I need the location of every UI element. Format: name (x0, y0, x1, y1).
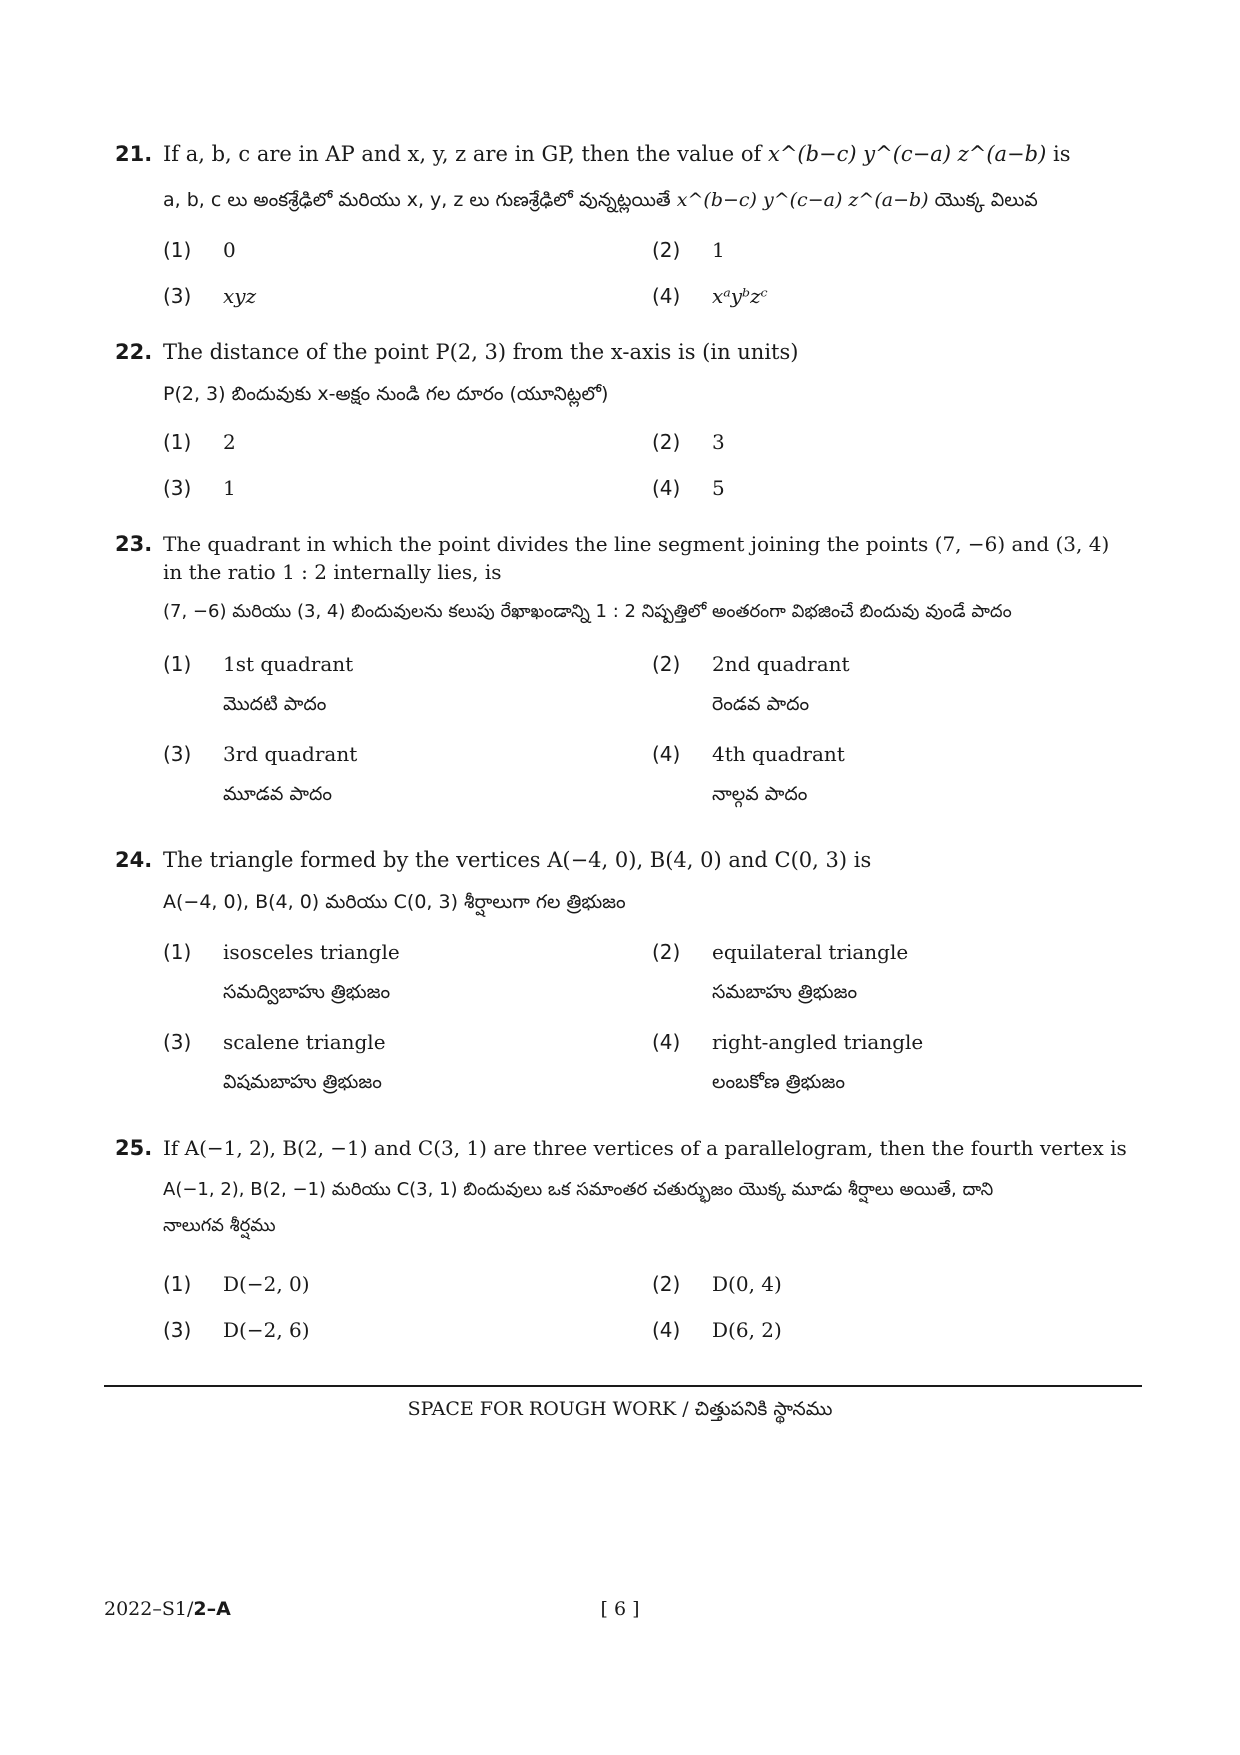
option-value: isosceles triangle (223, 940, 400, 964)
paper-code-prefix: 2022–S1/ (104, 1598, 194, 1620)
question-text-te: (7, −6) మరియు (3, 4) బిందువులను కలుపు రేఖాఖండాన్ని 1 : 2 నిష్పత్తిలో అంతరంగా విభజించే బిందువు వుండే పాదం (163, 601, 1012, 622)
question-text-te-line1: A(−1, 2), B(2, −1) మరియు C(3, 1) బిందువులు ఒక సమాంతర చతుర్భుజం యొక్క మూడు శీర్షాలు అయితే, దాని (163, 1179, 994, 1200)
question-text-en: The distance of the point P(2, 3) from the x-axis is (in units) (163, 340, 799, 364)
option-value-te: రెండవ పాదం (712, 693, 810, 715)
option-number: (1) (163, 940, 192, 964)
option-number: (1) (163, 430, 192, 454)
question-24 (115, 846, 1145, 916)
option-value: D(0, 4) (712, 1272, 782, 1296)
option-value: D(6, 2) (712, 1318, 782, 1342)
option-number: (3) (163, 284, 192, 308)
option-value: xyz (223, 284, 257, 308)
option-number: (4) (652, 1318, 681, 1342)
question-text-te: a, b, c లు అంకశ్రేఢిలో మరియు x, y, z లు గుణశ్రేఢిలో వున్నట్లయితే (163, 189, 671, 211)
option-value: 1 (712, 238, 725, 262)
option-value: scalene triangle (223, 1030, 386, 1054)
option-value-te: సమబాహు త్రిభుజం (712, 981, 858, 1003)
option-value: 4th quadrant (712, 742, 845, 766)
math-expression-te: x^(b−c) y^(c−a) z^(a−b) (676, 189, 929, 211)
question-number: 24. (115, 848, 153, 872)
question-text-en-line1: The quadrant in which the point divides the line segment joining the points (7, −6) and (3, 4) (163, 532, 1110, 556)
option-number: (1) (163, 238, 192, 262)
option-value-te: నాల్గవ పాదం (712, 783, 808, 805)
option-value: 1 (223, 476, 236, 500)
option-value: D(−2, 6) (223, 1318, 310, 1342)
option-number: (3) (163, 1030, 192, 1054)
question-23 (115, 530, 1145, 626)
question-text-te: A(−4, 0), B(4, 0) మరియు C(0, 3) శీర్షాలుగా గల త్రిభుజం (163, 891, 626, 913)
option-value: D(−2, 0) (223, 1272, 310, 1296)
option-number: (3) (163, 476, 192, 500)
option-number: (2) (652, 430, 681, 454)
question-text-en-suffix: is (1052, 142, 1071, 166)
option-number: (2) (652, 652, 681, 676)
option-value-te: మూడవ పాదం (223, 783, 333, 805)
option-value-te: లంబకోణ త్రిభుజం (712, 1071, 845, 1093)
question-22 (115, 338, 1145, 408)
option-value: xᵃyᵇzᶜ (712, 284, 768, 308)
page-number: [ 6 ] (600, 1598, 640, 1620)
option-value: 3 (712, 430, 725, 454)
option-number: (3) (163, 742, 192, 766)
question-text-en: The triangle formed by the vertices A(−4, 0), B(4, 0) and C(0, 3) is (163, 848, 872, 872)
option-value-te: మొదటి పాదం (223, 693, 327, 715)
option-number: (4) (652, 1030, 681, 1054)
option-number: (4) (652, 742, 681, 766)
option-value-te: విషమబాహు త్రిభుజం (223, 1071, 382, 1093)
option-number: (4) (652, 476, 681, 500)
option-value: 1st quadrant (223, 652, 354, 676)
question-number: 21. (115, 142, 153, 166)
option-number: (2) (652, 940, 681, 964)
question-text-en: If A(−1, 2), B(2, −1) and C(3, 1) are three vertices of a parallelogram, then the fourth vertex is (163, 1136, 1127, 1160)
option-number: (4) (652, 284, 681, 308)
question-text-en-line2: in the ratio 1 : 2 internally lies, is (163, 560, 502, 584)
option-value: 3rd quadrant (223, 742, 358, 766)
question-25 (115, 1134, 1145, 1240)
option-value: right-angled triangle (712, 1030, 924, 1054)
rough-work-label: SPACE FOR ROUGH WORK / చిత్తుపనికి స్థానము (407, 1398, 833, 1420)
math-expression: x^(b−c) y^(c−a) z^(a−b) (767, 142, 1047, 166)
question-number: 25. (115, 1136, 153, 1160)
question-text-te-suffix: యొక్క విలువ (934, 189, 1038, 211)
option-number: (2) (652, 238, 681, 262)
question-21 (115, 140, 1145, 214)
option-value: 5 (712, 476, 725, 500)
option-value: 2 (223, 430, 236, 454)
question-text-en: If a, b, c are in AP and x, y, z are in GP, then the value of (163, 142, 762, 166)
option-value: 0 (223, 238, 236, 262)
question-number: 22. (115, 340, 153, 364)
question-text-te: P(2, 3) బిందువుకు x-అక్షం నుండి గల దూరం (యూనిట్లలో) (163, 383, 609, 405)
option-number: (2) (652, 1272, 681, 1296)
option-value-te: సమద్విబాహు త్రిభుజం (223, 981, 391, 1003)
option-number: (1) (163, 652, 192, 676)
question-number: 23. (115, 532, 153, 556)
paper-code-suffix: 2–A (193, 1598, 231, 1620)
option-number: (1) (163, 1272, 192, 1296)
question-text-te-line2: నాలుగవ శీర్షము (163, 1215, 276, 1236)
rough-work-divider (104, 1385, 1142, 1387)
option-value: equilateral triangle (712, 940, 909, 964)
option-value: 2nd quadrant (712, 652, 850, 676)
option-number: (3) (163, 1318, 192, 1342)
